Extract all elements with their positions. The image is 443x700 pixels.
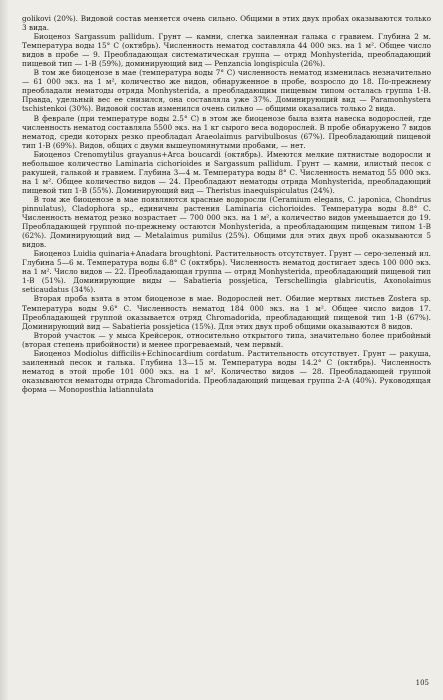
page-body [22, 14, 431, 394]
paragraph-10: Биоценоз Modiolus difficilis+Echinocardium cordatum. Растительность отсутствует. Грунт — ракуша, заиленный песок и галька. Глубина 13—15 м. Температура воды 14.2° С (октябрь). Численность нематод в этой пробе 101 000 экз. на 1 м². Количество видов — 28. Преобладающей группой оказываются нематоды отряда Chromadorida. Преобладающий пищевая группа 2-А (40%). Руководящая форма — Monoposthia latiannulata [22, 348, 431, 394]
paragraph-8: Вторая проба взята в этом биоценозе в мае. Водорослей нет. Обилие мертвых листьев Zostera sp. Температура воды 9.6° С. Численность нематод 184 000 экз. на 1 м². Общее число видов 17. Преобладающей группой оказывается отряд Chromadorida, преобладающий пищевой тип 1-В (67%). Доминирующий вид — Sabatieria possjetica (15%). Для этих двух проб общими оказываются 8 видов. [22, 294, 431, 331]
paragraph-2: Биоценоз Sargassum pallidum. Грунт — камни, слегка заиленная галька с гравием. Глубина 2 м. Температура воды 15° С (октябрь). Численность нематод составляла 44 000 экз. на 1 м². Общее число видов в пробе — 9. Преобладающая систематическая группа — отряд Monhysterida, преобладающий пищевой тип — 1-В (59%), доминирующий вид — Penzancia longispicula (26%). [22, 32, 431, 69]
paragraph-4: В феврале (при температуре воды 2.5° С) в этом же биоценозе была взята навеска водорослей, где численность нематод составляла 5500 экз. на 1 кг сырого веса водорослей. В пробе обнаружено 7 видов нематод, среди которых резко преобладал Araeolaimus parvibulbosus (67%). Преобладающий пищевой тип 1-В (69%). Видов, общих с двумя вышеупомянутыми пробами, — нет. [22, 113, 431, 150]
paragraph-6: В том же биоценозе в мае появляются красные водоросли (Ceramium elegans, C. japonica, Chondrus pinnulatus), Cladophora sp., единичны растения Laminaria cichorioides. Температура воды 8.8° С. Численность нематод резко возрастает — 700 000 экз. на 1 м², а количество видов уменьшается до 19. Преобладающей группой по-прежнему остаются Monhysterida, а преобладающим пищевым типом 1-В (62%). Доминирующий вид — Metalaimus pumilus (25%). Общими для этих двух проб оказываются 5 видов. [22, 194, 431, 250]
page-number: 105 [415, 678, 429, 687]
paragraph-3: В том же биоценозе в мае (температура воды 7° С) численность нематод изменилась незначительно — 61 000 экз. на 1 м², количество же видов, обнаруженное в пробе, возросло до 18. По-прежнему преобладали нематоды отряда Monhysterida, а преобладающим пищевым типом осталась группа 1-В. Правда, удельный вес ее снизился, она составляла уже 37%. Доминирующий вид — Paramonhystera tschistenkoi (30%). Видовой состав изменился очень сильно — общими оказались только 2 вида. [22, 68, 431, 114]
paragraph-5: Биоценоз Crenomytilus grayanus+Arca boucardi (октябрь). Имеются мелкие пятнистые водоросли и небольшое количество Laminaria cichorioides и Sargassum pallidum. Грунт — камни, илистый песок с ракушей, галькой и гравием. Глубина 3—4 м. Температура воды 8° С. Численность нематод 55 000 экз. на 1 м². Общее количество видов — 24. Преобладают нематоды отряда Monhysterida, преобладающий пищевой тип 1-В (55%). Доминирующий вид — Theristus inaequispiculatus (24%). [22, 149, 431, 195]
paragraph-9: Второй участок — у мыса Крейсерок, относительно открытого типа, значительно более прибойный (вторая степень прибойности) и менее прогреваемый, чем первый. [22, 330, 431, 349]
paragraph-1: golikovi (20%). Видовой состав меняется очень сильно. Общими в этих двух пробах оказываются только 3 вида. [22, 14, 431, 33]
paragraph-7: Биоценоз Luidia quinaria+Anadara broughtoni. Растительность отсутствует. Грунт — серо-зеленый ил. Глубина 5—6 м. Температура воды 6.8° С (октябрь). Численность нематод достигает здесь 100 000 экз. на 1 м². Число видов — 22. Преобладающая группа — отряд Monhysterida, преобладающий пищевой тип 1-В (51%). Доминирующие виды — Sabatieria possjetica, Terschellingia glabricutis, Axonolaimus seticaudatus (34%). [22, 249, 431, 295]
